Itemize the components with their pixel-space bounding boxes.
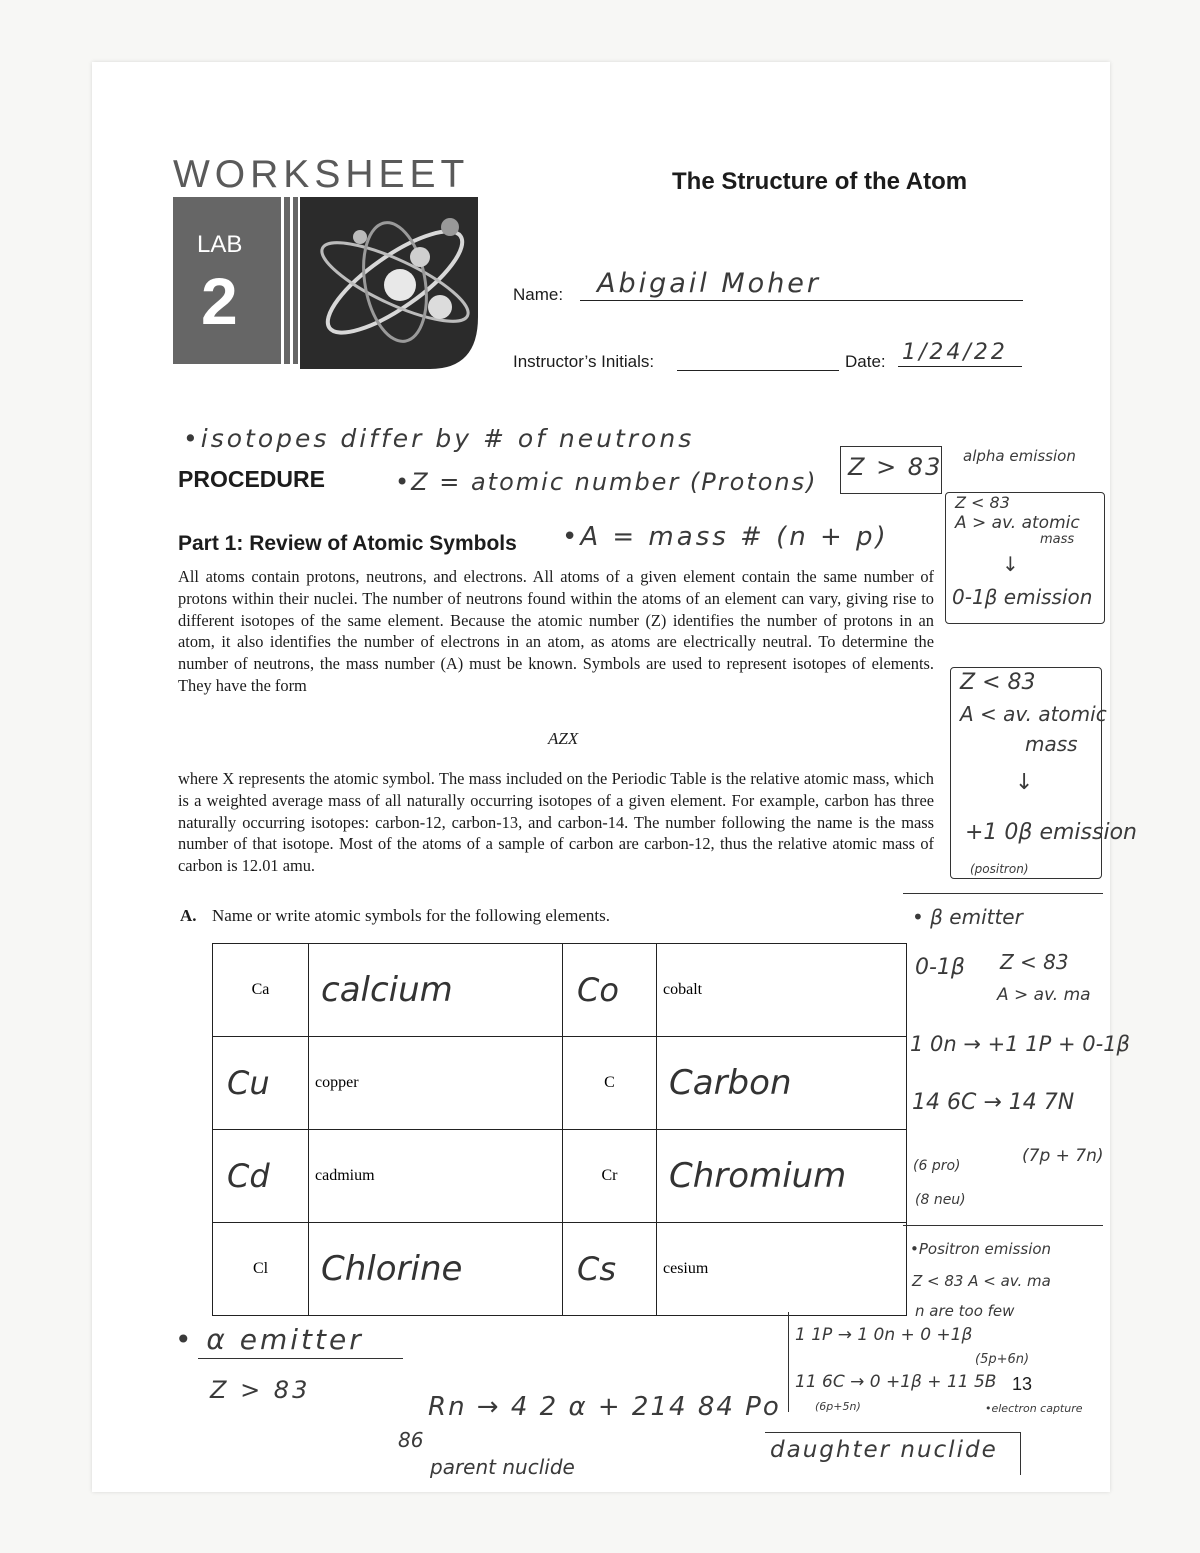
symbol-cell: Cr xyxy=(563,1130,657,1223)
initials-label: Instructor’s Initials: xyxy=(513,352,655,371)
note-beta-cond1: Z < 83 xyxy=(1000,950,1069,974)
note-c14: 14 6C → 14 7N xyxy=(912,1090,1075,1115)
note-z83: Z > 83 xyxy=(848,453,943,481)
note-box3-l4: +1 0β emission xyxy=(965,820,1137,845)
answer-cell[interactable]: Chlorine xyxy=(309,1223,563,1316)
note-pos-eq1: 1 1P → 1 0n + 0 +1β xyxy=(795,1325,973,1345)
symbol-form: AZX xyxy=(548,729,579,748)
note-box3-l2: A < av. atomic xyxy=(960,702,1107,726)
note-a-def: •A = mass # (n + p) xyxy=(562,522,889,552)
date-value[interactable]: 1/24/22 xyxy=(902,340,1008,365)
arrow-down-icon: ↓ xyxy=(1002,552,1019,576)
lab-number: 2 xyxy=(201,264,238,338)
note-box2-l1: Z < 83 xyxy=(955,493,1010,512)
table-row xyxy=(213,1223,907,1316)
table-row xyxy=(213,1130,907,1223)
note-electron: •electron capture xyxy=(985,1402,1083,1415)
margin-rule xyxy=(903,1225,1103,1226)
underline xyxy=(198,1358,403,1359)
name-cell: cadmium xyxy=(309,1130,563,1223)
symbol-cell: C xyxy=(563,1037,657,1130)
answer-cell[interactable]: Carbon xyxy=(657,1037,907,1130)
answer-cell[interactable]: Cu xyxy=(213,1037,309,1130)
note-pos-eq2: 11 6C → 0 +1β + 11 5B xyxy=(795,1372,997,1392)
name-cell: copper xyxy=(309,1037,563,1130)
note-box2-l3: mass xyxy=(1040,532,1075,547)
divider-stripe xyxy=(293,197,298,364)
note-p7n7: (7p + 7n) xyxy=(1022,1146,1104,1166)
note-neutrons: (8 neu) xyxy=(915,1192,966,1208)
note-isotopes: •isotopes differ by # of neutrons xyxy=(183,424,695,453)
note-c-note: (6p+5n) xyxy=(815,1400,861,1413)
name-value[interactable]: Abigail Moher xyxy=(597,268,822,299)
lab-word: LAB xyxy=(197,231,243,258)
answer-cell[interactable]: Cs xyxy=(563,1223,657,1316)
note-daughter: daughter nuclide xyxy=(770,1437,998,1463)
answer-cell[interactable]: calcium xyxy=(309,944,563,1037)
margin-rule xyxy=(788,1312,789,1412)
lab-badge xyxy=(173,197,281,364)
divider-stripe xyxy=(284,197,290,364)
note-beta-sym: 0-1β xyxy=(915,955,965,980)
page-number: 13 xyxy=(1012,1374,1033,1394)
note-positron: •Positron emission xyxy=(910,1240,1052,1258)
question-text: Name or write atomic symbols for the following elements. xyxy=(212,906,610,925)
date-label: Date: xyxy=(845,352,886,371)
date-line xyxy=(898,366,1022,367)
symbol-cell: Cl xyxy=(213,1223,309,1316)
note-positron-cond: Z < 83 A < av. ma xyxy=(912,1272,1051,1290)
part1-heading: Part 1: Review of Atomic Symbols xyxy=(178,532,517,555)
note-rn-equation: Rn → 4 2 α + 214 84 Po xyxy=(428,1392,781,1422)
table-row xyxy=(213,944,907,1037)
paragraph-intro: All atoms contain protons, neutrons, and electrons. All atoms of a given element contain the same number of protons within their nuclei. The number of neutrons found within the atoms of an element can vary, giving rise to different isotopes of the same element. Because the atomic number (Z) identifies the number of protons in an atom, it also identifies the number of electrons in an atom, as atoms are electrically neutral. To determine the number of neutrons, the mass number (A) must be known. Symbols are used to represent isotopes of elements. They have the form xyxy=(178,567,934,695)
paragraph-relative-mass: where X represents the atomic symbol. The mass included on the Periodic Table is the relative atomic mass, which is a weighted average mass of all naturally occurring isotopes of a given element. For example, carbon has three naturally occurring isotopes: carbon-12, carbon-13, and carbon-14. The number following the name is the mass number of that isotope. Most of the atoms of a sample of carbon are carbon-12, thus the relative atomic mass of carbon is 12.01 amu. xyxy=(178,769,934,876)
note-box3-l1: Z < 83 xyxy=(960,670,1036,695)
note-too-few: n are too few xyxy=(915,1302,1015,1320)
answer-cell[interactable]: Cd xyxy=(213,1130,309,1223)
margin-rule xyxy=(903,893,1103,894)
note-rn-num: 86 xyxy=(398,1428,424,1452)
name-line xyxy=(580,300,1023,301)
name-cell: cesium xyxy=(657,1223,907,1316)
note-alpha-emitter: • α emitter xyxy=(175,1323,364,1356)
note-box3-l3: mass xyxy=(1025,732,1078,756)
note-beta-eq: 1 0n → +1 1P + 0-1β xyxy=(910,1032,1130,1056)
note-alpha: alpha emission xyxy=(963,447,1076,465)
note-box2-l2: A > av. atomic xyxy=(955,513,1080,533)
note-beta-cond2: A > av. ma xyxy=(997,985,1091,1005)
note-protons: (6 pro) xyxy=(913,1158,961,1174)
answer-cell[interactable]: Chromium xyxy=(657,1130,907,1223)
note-parent: parent nuclide xyxy=(430,1455,575,1479)
initials-line[interactable] xyxy=(677,370,839,371)
answer-cell[interactable]: Co xyxy=(563,944,657,1037)
worksheet-label: WORKSHEET xyxy=(173,153,470,196)
name-cell: cobalt xyxy=(657,944,907,1037)
note-b-note: (5p+6n) xyxy=(975,1352,1030,1367)
note-z-def: •Z = atomic number (Protons) xyxy=(395,468,818,496)
question-letter: A. xyxy=(180,906,197,925)
note-box3-l5: (positron) xyxy=(970,862,1029,876)
table-row xyxy=(213,1037,907,1130)
arrow-down-icon: ↓ xyxy=(1015,770,1034,795)
note-box2-l4: 0-1β emission xyxy=(952,585,1093,609)
procedure-heading: PROCEDURE xyxy=(178,466,325,492)
name-label: Name: xyxy=(513,285,564,304)
atom-photo xyxy=(300,197,478,369)
note-beta-emitter: • β emitter xyxy=(912,905,1023,929)
page-title: The Structure of the Atom xyxy=(672,168,968,195)
symbol-cell: Ca xyxy=(213,944,309,1037)
note-alpha-z: Z > 83 xyxy=(210,1376,311,1404)
elements-table xyxy=(212,943,907,1316)
